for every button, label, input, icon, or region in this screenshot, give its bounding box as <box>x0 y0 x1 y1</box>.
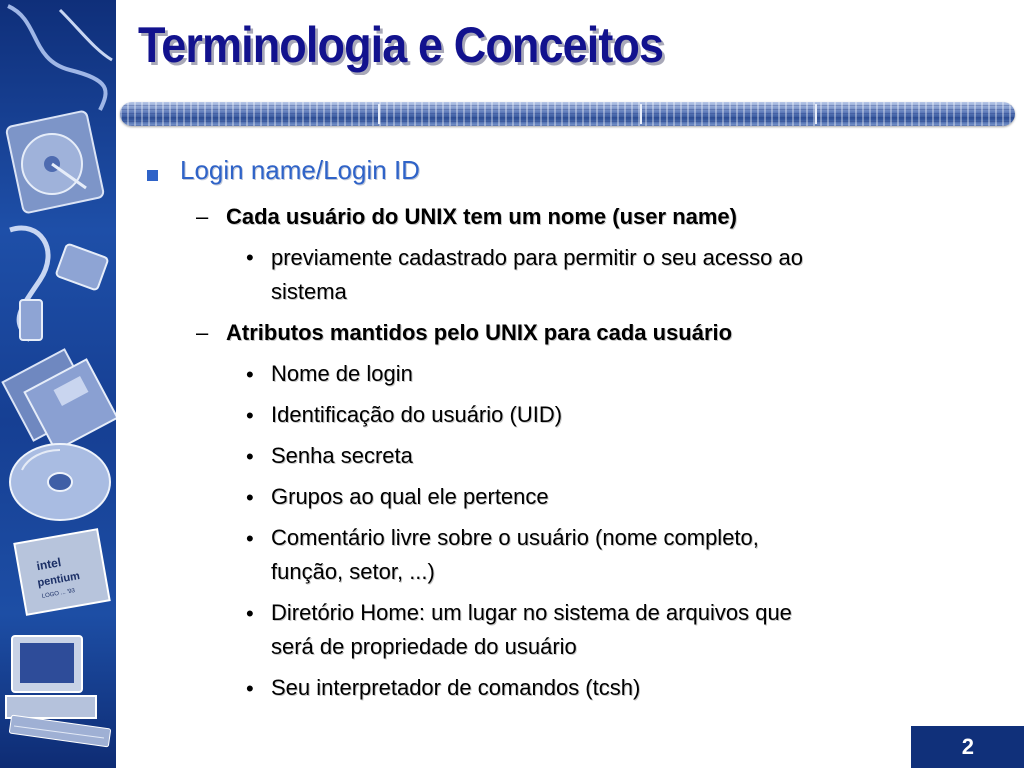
page-number: 2 <box>961 734 974 759</box>
dot-bullet-icon: • <box>246 362 254 387</box>
svg-text:pentium: pentium <box>36 570 81 590</box>
list-item: Diretório Home: um lugar no sistema de arquivos que <box>271 600 792 625</box>
list-item: previamente cadastrado para permitir o seu acesso ao <box>271 245 803 270</box>
dot-bullet-icon: • <box>246 676 254 701</box>
dot-bullet-icon: • <box>246 485 254 510</box>
svg-text:intel: intel <box>35 555 63 574</box>
dot-bullet-icon: • <box>246 601 254 626</box>
list-item: Identificação do usuário (UID) <box>271 402 563 427</box>
dot-bullet-icon: • <box>246 444 254 469</box>
sub-bullet-user-name: Cada usuário do UNIX tem um nome (user name) <box>226 204 737 229</box>
list-item: Grupos ao qual ele pertence <box>271 484 549 509</box>
sub-bullet-attributes: Atributos mantidos pelo UNIX para cada usuário <box>226 320 733 345</box>
dash-bullet-icon: – <box>196 204 209 229</box>
svg-text:LOGO ... '93: LOGO ... '93 <box>41 588 76 600</box>
dot-bullet-icon: • <box>246 245 254 270</box>
square-bullet-icon <box>147 170 158 181</box>
list-item: Comentário livre sobre o usuário (nome completo, <box>271 525 759 550</box>
list-item: será de propriedade do usuário <box>271 634 577 659</box>
page-number-box <box>911 726 1024 768</box>
list-item: sistema <box>271 279 347 304</box>
dash-bullet-icon: – <box>196 320 209 345</box>
list-item: Seu interpretador de comandos (tcsh) <box>271 675 641 700</box>
bullet-login-name: Login name/Login ID <box>180 155 420 185</box>
list-item: Nome de login <box>271 361 413 386</box>
dot-bullet-icon: • <box>246 526 254 551</box>
slide-title: Terminologia e Conceitos <box>138 17 664 73</box>
list-item: função, setor, ...) <box>271 559 435 584</box>
list-item: Senha secreta <box>271 443 413 468</box>
dot-bullet-icon: • <box>246 403 254 428</box>
